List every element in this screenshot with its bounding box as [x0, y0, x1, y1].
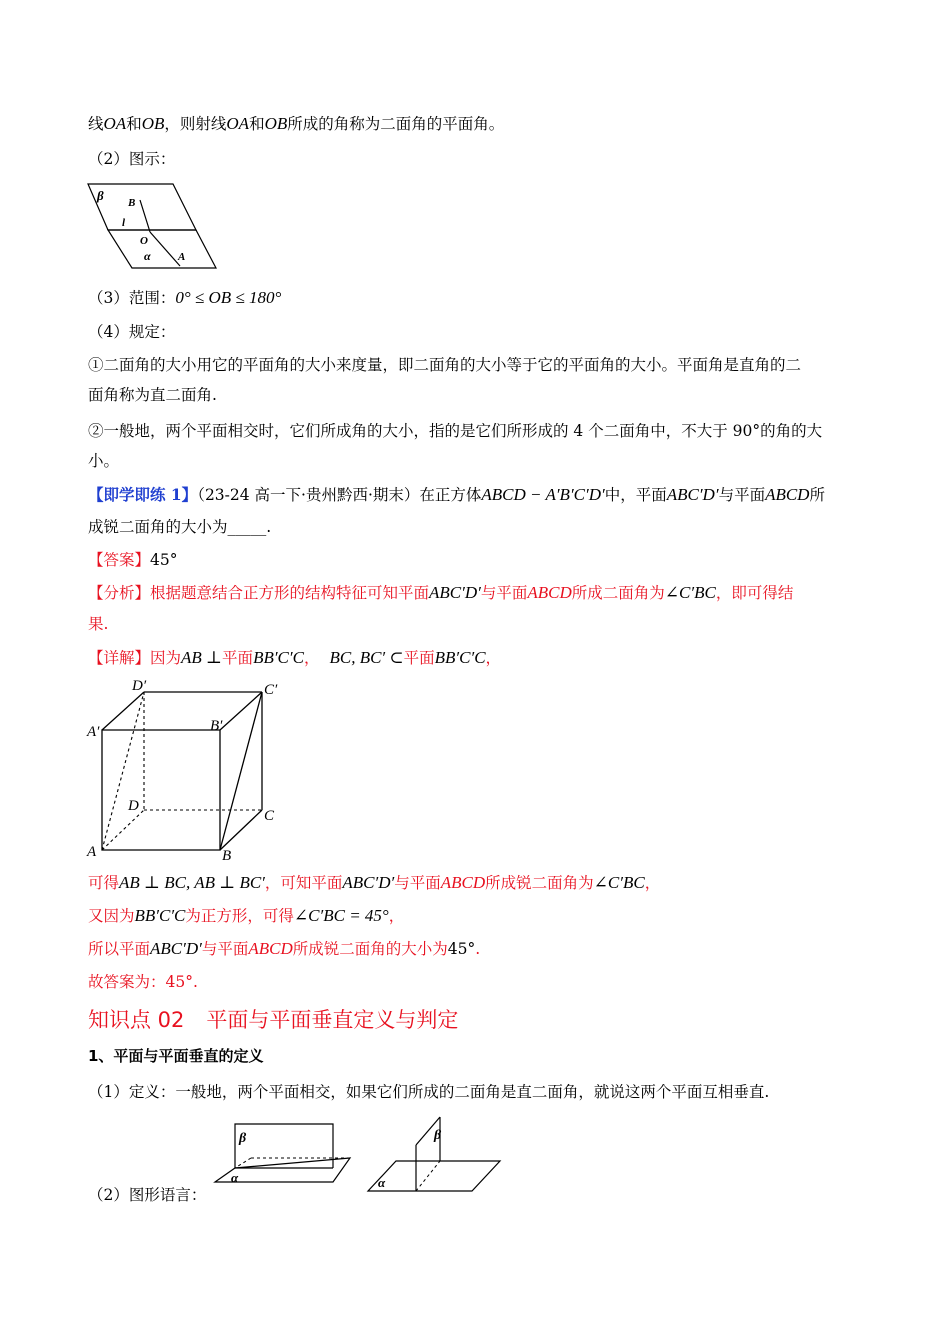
solution-line-4: 故答案为：45°.: [88, 973, 198, 991]
text: 所以平面: [88, 940, 151, 958]
text: 根据题意结合正方形的结构特征可知平面: [150, 584, 430, 602]
text: 因为: [150, 649, 182, 667]
math-angle: ∠C′BC: [664, 583, 716, 602]
exercise-line-1: [88, 484, 825, 506]
answer-line: [88, 549, 178, 571]
label-figure: （2）图示：: [88, 150, 176, 168]
math-ob: OB: [264, 114, 288, 133]
math-angle: ∠C′BC: [593, 873, 645, 892]
text: ，: [644, 874, 661, 892]
label-alpha: α: [378, 1175, 386, 1190]
text: 所成锐二面角为: [485, 874, 594, 892]
math-expr: AB ⊥: [181, 648, 223, 667]
text: （3）范围：: [88, 289, 176, 307]
label-o: O: [140, 235, 148, 247]
solution-line-1: [88, 872, 660, 894]
math-plane: ABC′D′: [342, 873, 395, 892]
answer-tag: 【答案】: [88, 551, 151, 569]
math-plane: ABCD: [527, 583, 572, 602]
detail-tag: 【详解】: [88, 649, 151, 667]
rule-1-line-1: ①二面角的大小用它的平面角的大小来度量，即二面角的大小等于它的平面角的大小。平面角是直角的二: [88, 356, 802, 374]
math-cube: ABCD − A′B′C′D′: [481, 485, 605, 504]
math-value: 45°: [447, 940, 476, 958]
math-plane: ABC′D′: [150, 939, 202, 958]
dihedral-angle-figure: [88, 180, 228, 272]
label-d: D: [128, 798, 139, 814]
text: 和: [126, 115, 142, 133]
text: ，: [485, 649, 502, 667]
text: 为正方形，可得: [185, 907, 294, 925]
math-plane: ABCD: [440, 873, 486, 892]
subsection-heading: 1、平面与平面垂直的定义: [88, 1047, 264, 1065]
math-range: 0° ≤ OB ≤ 180°: [175, 288, 282, 307]
label-b: B: [128, 197, 136, 209]
math-plane: BB′C′C: [253, 648, 304, 667]
text: 和: [249, 115, 265, 133]
section-title: 平面与平面垂直定义与判定: [206, 1008, 459, 1032]
math-plane: ABC′D′: [429, 583, 481, 602]
math-plane: BB′C′C: [134, 906, 186, 925]
label-a: A: [87, 844, 97, 860]
math-plane: ABC′D′: [666, 485, 719, 504]
rule-2-line-2: 小。: [88, 452, 120, 470]
label-beta: β: [434, 1128, 442, 1143]
text: ，: [303, 649, 320, 667]
text: ，即可得结: [715, 584, 794, 602]
math-expr: AB ⊥ BC, AB ⊥ BC′: [119, 873, 265, 892]
answer-value: 45°: [150, 551, 178, 569]
label-l: l: [122, 217, 126, 229]
label-beta: β: [97, 188, 104, 203]
label-beta: β: [239, 1131, 247, 1146]
solution-line-3: [88, 938, 480, 960]
graphic-language-label: （2）图形语言：: [88, 1186, 207, 1204]
text: ，: [388, 907, 405, 925]
math-equation: ∠C′BC = 45°: [293, 906, 389, 925]
text: 所: [809, 486, 825, 504]
analysis-tag: 【分析】: [88, 584, 151, 602]
math-oa: OA: [226, 114, 250, 133]
text: 与平面: [394, 874, 441, 892]
exercise-tag: 【即学即练 1】: [88, 485, 198, 504]
detail-line: [88, 647, 501, 669]
label-b-prime: B′: [210, 718, 223, 734]
label-b: B: [222, 848, 232, 864]
label-rules: （4）规定：: [88, 323, 176, 341]
definition-line: （1）定义：一般地，两个平面相交，如果它们所成的二面角是直二面角，就说这两个平面互相垂直.: [88, 1083, 770, 1101]
solution-line-2: [88, 905, 404, 927]
section-heading: [88, 1004, 458, 1034]
paragraph-range: [88, 287, 281, 309]
math-plane: BB′C′C: [434, 648, 486, 667]
text: 与平面: [718, 486, 766, 504]
text: .: [475, 940, 481, 958]
text: ，则射线: [164, 115, 227, 133]
math-plane: ABCD: [765, 485, 810, 504]
label-alpha: α: [144, 249, 151, 263]
text: 所成锐二面角的大小为: [292, 940, 448, 958]
label-a-prime: A′: [87, 724, 100, 740]
math-expr: BC, BC′ ⊂: [329, 648, 404, 667]
exercise-line-2: 成锐二面角的大小为_____.: [88, 518, 272, 536]
rule-2-line-1: ②一般地，两个平面相交时，它们所成角的大小，指的是它们所形成的 4 个二面角中，不大于 90°的角的大: [88, 422, 823, 440]
label-a: A: [178, 251, 186, 263]
math-plane: ABCD: [248, 939, 293, 958]
text: 可得: [88, 874, 120, 892]
rule-1-line-2: 面角称为直二面角.: [88, 386, 217, 404]
perpendicular-planes-figure-1: [215, 1122, 355, 1194]
text: （23-24 高一下·贵州黔西·期末）在正方体: [197, 486, 482, 504]
math-ob: OB: [141, 114, 165, 133]
analysis-line-1: [88, 582, 793, 604]
cube-figure: [86, 680, 286, 865]
text: 与平面: [480, 584, 528, 602]
text: 平面: [403, 649, 435, 667]
text: 所成的角称为二面角的平面角。: [287, 115, 505, 133]
label-alpha: α: [231, 1170, 239, 1185]
section-number: 知识点 02: [88, 1008, 185, 1032]
paragraph-ray-definition: [88, 113, 504, 135]
text: 线: [88, 115, 104, 133]
perpendicular-planes-figure-2: [368, 1115, 504, 1195]
analysis-line-2: 果.: [88, 615, 109, 633]
label-d-prime: D′: [132, 678, 147, 694]
text: ，可知平面: [264, 874, 343, 892]
text: 中，平面: [604, 486, 667, 504]
text: 又因为: [88, 907, 135, 925]
text: 所成二面角为: [571, 584, 665, 602]
label-c-prime: C′: [264, 682, 278, 698]
math-oa: OA: [103, 114, 127, 133]
text: 平面: [222, 649, 254, 667]
text: 与平面: [201, 940, 249, 958]
label-c: C: [264, 808, 275, 824]
